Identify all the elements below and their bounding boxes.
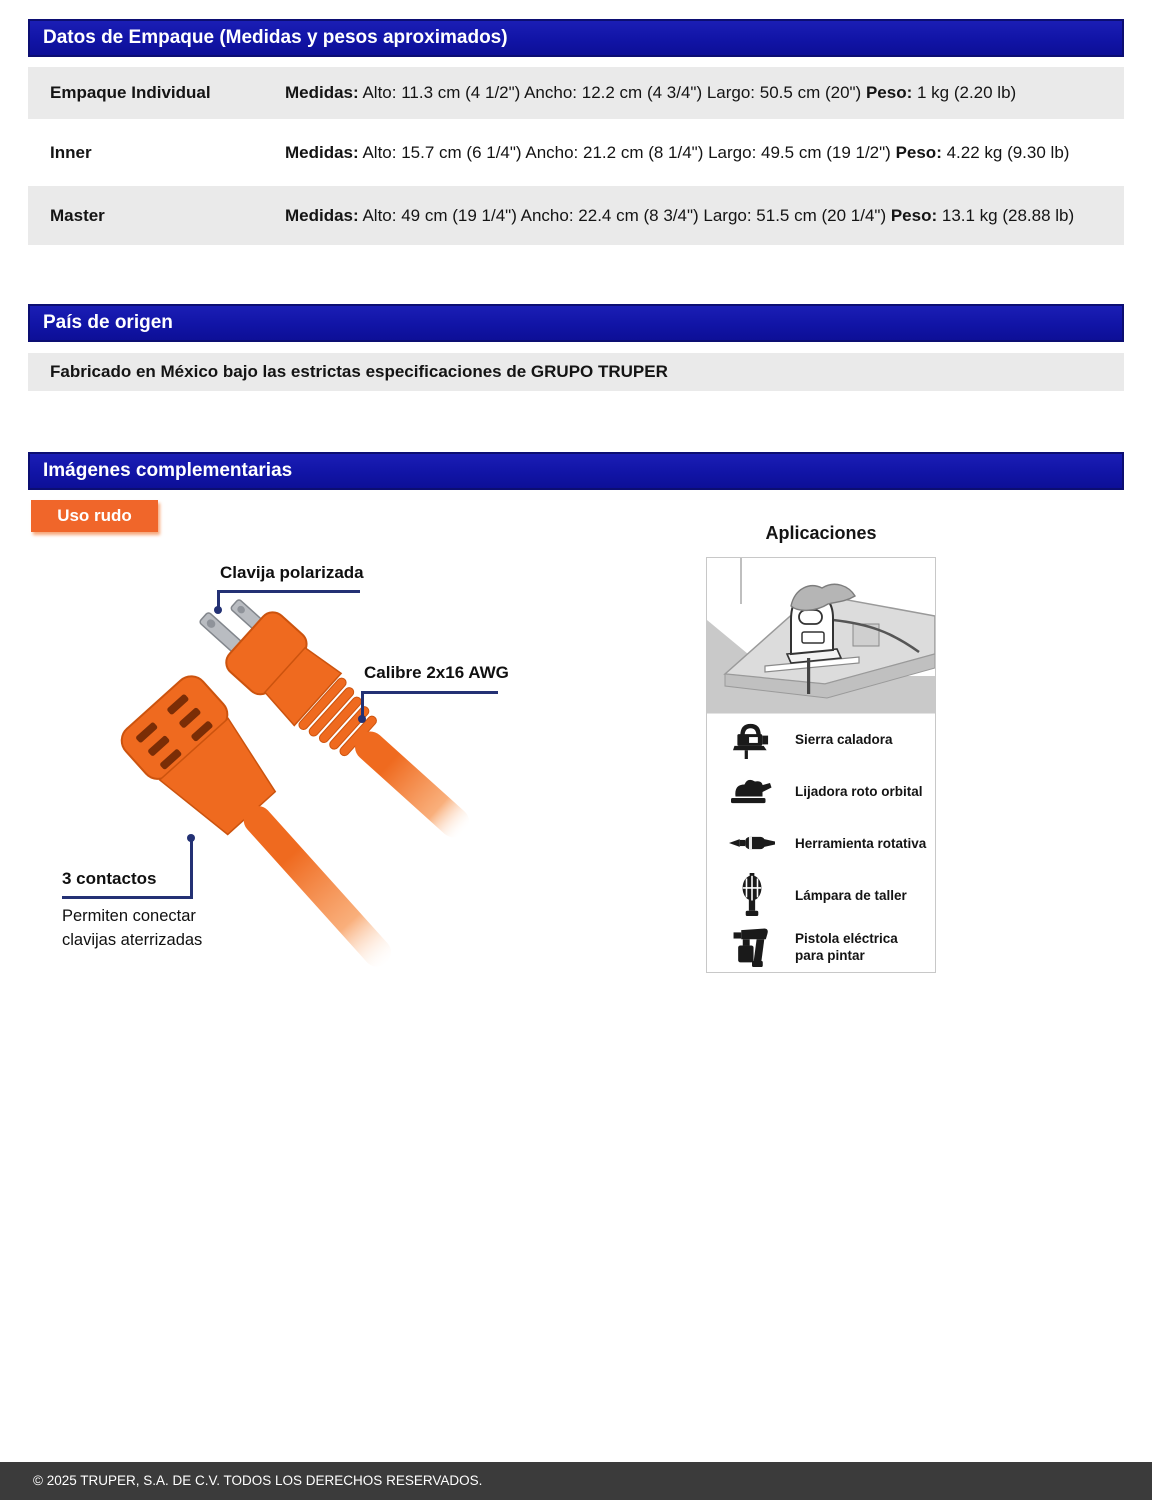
callout-contactos-dot <box>187 834 195 842</box>
packaging-section-header <box>28 19 1124 57</box>
callout-calibre-line <box>361 691 364 717</box>
callout-contactos-line <box>190 839 193 897</box>
applications-panel <box>706 557 936 973</box>
packaging-section-title: Datos de Empaque (Medidas y pesos aproximados) <box>43 27 508 48</box>
application-item <box>707 818 935 870</box>
row-value <box>285 203 1124 229</box>
origin-section-header <box>28 304 1124 342</box>
row-label: Empaque Individual <box>50 83 211 102</box>
application-label: Herramienta rotativa <box>795 835 927 851</box>
callout-calibre-dot <box>358 715 366 723</box>
contactos-desc-line1: Permiten conectar <box>62 907 196 925</box>
heavy-duty-badge: Uso rudo <box>31 500 158 532</box>
peso-label: Peso: <box>890 205 938 225</box>
medidas-label: Medidas: <box>285 205 359 225</box>
spray-gun-icon <box>723 925 781 969</box>
jigsaw-icon <box>723 721 781 759</box>
applications-title: Aplicaciones <box>765 523 877 543</box>
application-label: Lijadora roto orbital <box>795 784 923 800</box>
callout-contactos-description <box>62 904 202 952</box>
origin-text: Fabricado en México bajo las estrictas especificaciones de GRUPO TRUPER <box>50 362 668 381</box>
peso-text: 1 kg (2.20 lb) <box>912 83 1017 102</box>
callout-calibre-label: Calibre 2x16 AWG <box>364 663 509 682</box>
application-item <box>707 869 935 921</box>
row-value <box>285 80 1124 106</box>
medidas-label: Medidas: <box>285 142 359 162</box>
contactos-desc-line2: clavijas aterrizadas <box>62 931 203 949</box>
application-item <box>707 714 935 766</box>
images-section-header <box>28 452 1124 490</box>
medidas-text: Alto: 49 cm (19 1/4") Ancho: 22.4 cm (8 3/4") Largo: 51.5 cm (20 1/4") <box>358 205 891 225</box>
peso-label: Peso: <box>865 83 913 102</box>
table-row <box>28 67 1124 119</box>
callout-clavija-label: Clavija polarizada <box>220 563 364 582</box>
peso-label: Peso: <box>895 142 942 162</box>
images-section-title: Imágenes complementarias <box>43 460 293 481</box>
complementary-images-area <box>0 487 1152 987</box>
jigsaw-scene-illustration <box>707 558 935 714</box>
callout-clavija-line <box>217 590 360 593</box>
origin-text-box <box>28 353 1124 391</box>
table-row <box>28 186 1124 245</box>
work-lamp-icon <box>723 873 781 917</box>
callout-contactos-line <box>62 896 193 899</box>
copyright-footer <box>0 1462 1152 1500</box>
application-label: Lámpara de taller <box>795 887 907 903</box>
callout-calibre-line <box>361 691 498 694</box>
row-value <box>285 140 1124 166</box>
medidas-label: Medidas: <box>285 83 359 102</box>
application-item <box>707 766 935 818</box>
peso-text: 4.22 kg (9.30 lb) <box>941 142 1070 162</box>
application-item <box>707 921 935 973</box>
application-label: Pistola eléctrica para pintar <box>795 931 898 964</box>
peso-text: 13.1 kg (28.88 lb) <box>937 205 1075 225</box>
row-label: Master <box>50 205 105 225</box>
medidas-text: Alto: 11.3 cm (4 1/2") Ancho: 12.2 cm (4 3/4") Largo: 50.5 cm (20") <box>358 83 866 102</box>
callout-clavija-line <box>217 590 220 607</box>
row-label: Inner <box>50 142 92 162</box>
sander-icon <box>723 775 781 809</box>
rotary-tool-icon <box>723 832 781 854</box>
callout-contactos-label: 3 contactos <box>62 869 157 888</box>
application-label: Sierra caladora <box>795 732 893 748</box>
medidas-text: Alto: 15.7 cm (6 1/4") Ancho: 21.2 cm (8 1/4") Largo: 49.5 cm (19 1/2") <box>358 142 896 162</box>
table-row <box>28 119 1124 186</box>
callout-clavija-dot <box>214 606 222 614</box>
packaging-table <box>28 67 1124 245</box>
copyright-text: © 2025 TRUPER, S.A. DE C.V. TODOS LOS DERECHOS RESERVADOS. <box>33 1473 483 1488</box>
origin-section-title: País de origen <box>43 312 173 333</box>
